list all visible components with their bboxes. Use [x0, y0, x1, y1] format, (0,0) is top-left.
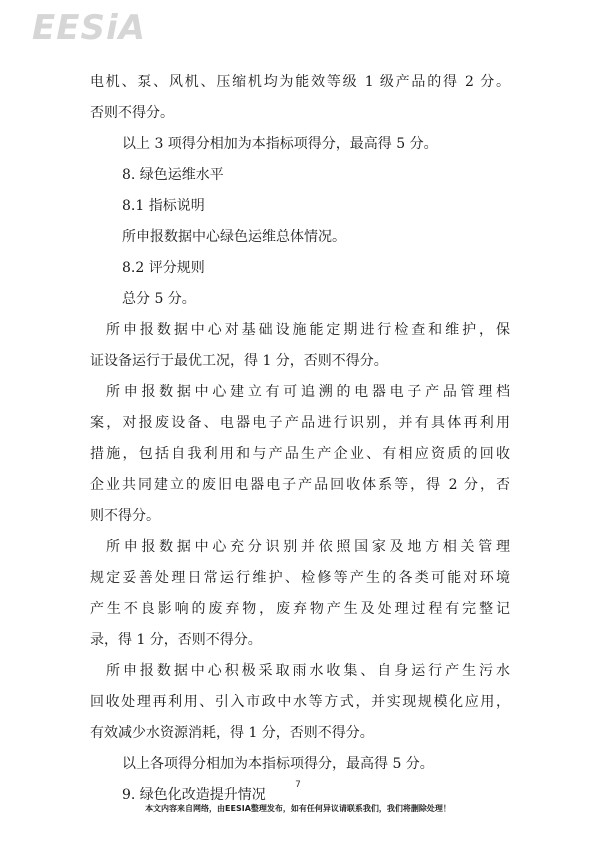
- subsection-heading: 8.1 指标说明: [122, 198, 205, 214]
- body-line: 所申报数据中心积极采取雨水收集、自身运行产生污水: [106, 663, 510, 679]
- body-line: 以上各项得分相加为本指标项得分，最高得 5 分。: [122, 756, 434, 772]
- body-line: 所申报数据中心建立有可追溯的电器电子产品管理档: [106, 384, 510, 400]
- section-heading: 8. 绿色运维水平: [122, 167, 224, 183]
- eesia-logo: EESiA: [32, 8, 146, 48]
- body-line: 录，得 1 分，否则不得分。: [90, 632, 262, 648]
- body-line: 企业共同建立的废旧电器电子产品回收体系等，得 2 分，否: [90, 477, 510, 493]
- body-line: 回收处理再利用、引入市政中水等方式，并实现规模化应用，: [90, 694, 510, 710]
- body-line: 所申报数据中心充分识别并依照国家及地方相关管理: [106, 539, 510, 555]
- body-line: 电机、泵、风机、压缩机均为能效等级 1 级产品的得 2 分。: [90, 74, 510, 90]
- page-number: 7: [295, 780, 301, 790]
- body-line: 以上 3 项得分相加为本指标项得分，最高得 5 分。: [122, 136, 438, 152]
- body-line: 措施，包括自我利用和与产品生产企业、有相应资质的回收: [90, 446, 510, 462]
- footer-disclaimer: 本文内容来自网络，由EESIA整理发布，如有任何异议请联系我们，我们将删除处理！: [145, 804, 451, 813]
- section-heading: 9. 绿色化改造提升情况: [122, 787, 266, 803]
- subsection-heading: 8.2 评分规则: [122, 260, 205, 276]
- body-line: 案，对报废设备、电器电子产品进行识别，并有具体再利用: [90, 415, 510, 431]
- body-line: 所申报数据中心绿色运维总体情况。: [122, 229, 346, 245]
- body-line: 有效减少水资源消耗，得 1 分，否则不得分。: [90, 725, 374, 741]
- body-line: 产生不良影响的废弃物，废弃物产生及处理过程有完整记: [90, 601, 510, 617]
- body-line: 规定妥善处理日常运行维护、检修等产生的各类可能对环境: [90, 570, 510, 586]
- body-line: 否则不得分。: [90, 105, 174, 121]
- body-line: 则不得分。: [90, 508, 160, 524]
- body-line: 所申报数据中心对基础设施能定期进行检查和维护，保: [106, 322, 510, 338]
- body-line: 总分 5 分。: [122, 291, 196, 307]
- body-line: 证设备运行于最优工况，得 1 分，否则不得分。: [90, 353, 388, 369]
